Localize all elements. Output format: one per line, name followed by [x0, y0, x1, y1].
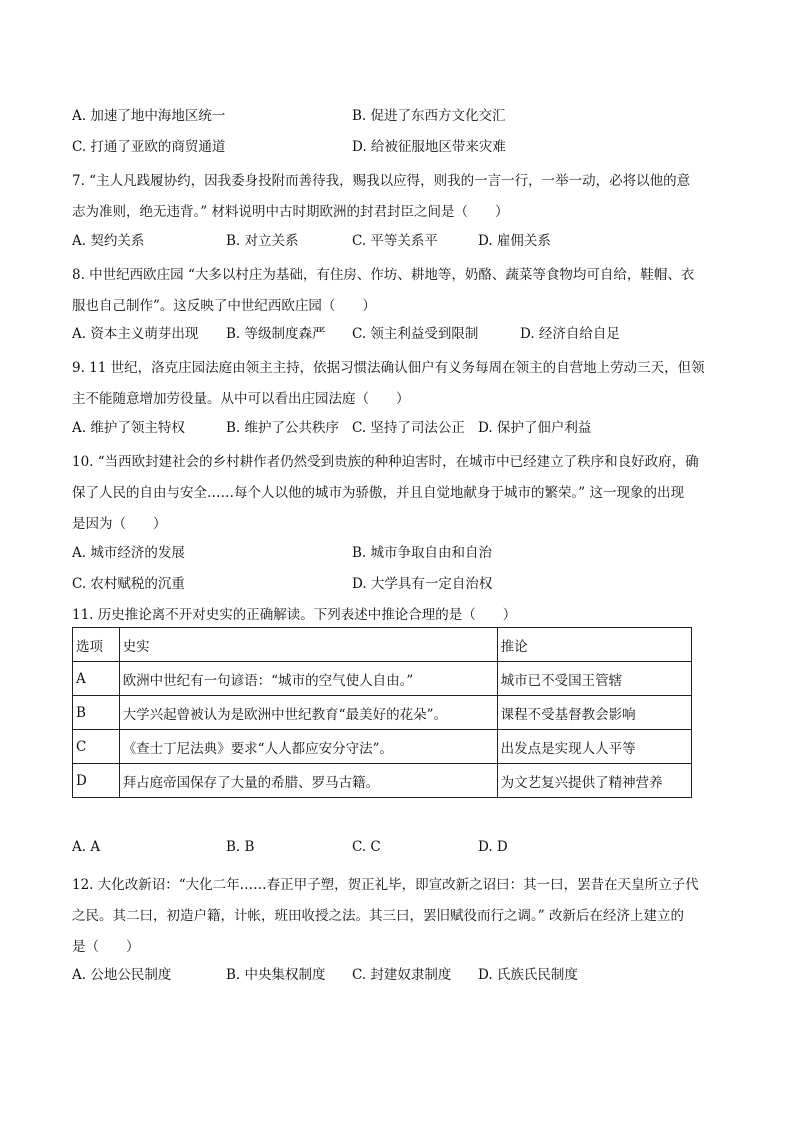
- q9-stem: [72, 353, 722, 415]
- q6-option-d: D. 给被征服地区带来灾难: [352, 139, 506, 155]
- table-cell-inference: 课程不受基督教会影响: [497, 696, 691, 730]
- q8-line-1: 8. 中世纪西欧庄园 “大多以村庄为基础，有住房、作坊、耕地等，奶酪、蔬菜等食物均可自给，鞋帽、衣: [72, 267, 695, 283]
- q10-option-b: B. 城市争取自由和自治: [352, 545, 493, 561]
- q7-line-1: 7. “主人凡践履协约，因我委身投附而善待我，赐我以应得，则我的一言一行，一举一动，必将以他的意: [72, 173, 691, 189]
- table-header-inference: 推论: [497, 628, 691, 662]
- q12-line-2: 之民。其二曰，初造户籍，计帐，班田收授之法。其三曰，罢旧赋役而行之调。” 改新后在经济上建立的: [72, 908, 684, 924]
- q8-option-b: B. 等级制度森严: [226, 326, 326, 342]
- q10-option-d: D. 大学具有一定自治权: [352, 576, 493, 592]
- q10-option-a: A. 城市经济的发展: [72, 545, 185, 561]
- q12-line-1: 12. 大化改新诏：“大化二年……春正甲子塑，贺正礼毕，即宣改新之诏曰：其一曰，罢昔在天皇所立子代: [72, 877, 699, 893]
- table-cell-option: D: [73, 764, 120, 798]
- table-header-row: [73, 628, 692, 662]
- q8-option-c: C. 领主利益受到限制: [352, 326, 479, 342]
- q10-line-1: 10. “当西欧封建社会的乡村耕作者仍然受到贵族的种种迫害时，在城市中已经建立了秩序和良好政府，确: [72, 454, 699, 470]
- table-cell-option: C: [73, 730, 120, 764]
- q11-table: [72, 627, 692, 798]
- q9-option-a: A. 维护了领主特权: [72, 420, 185, 436]
- q11-option-d: D. D: [478, 839, 508, 855]
- q9-line-1: 9. 11 世纪，洛克庄园法庭由领主主持，依据习惯法确认佃户有义务每周在领主的自营地上劳动三天，但领: [72, 360, 705, 376]
- q12-option-d: D. 氏族氏民制度: [478, 967, 578, 983]
- q7-option-c: C. 平等关系平: [352, 233, 438, 249]
- q11-option-b: B. B: [226, 839, 255, 855]
- table-row: [73, 730, 692, 764]
- table-cell-inference: 城市已不受国王管辖: [497, 662, 691, 696]
- q7-line-2: 志为准则，绝无违背。” 材料说明中古时期欧洲的封君封臣之间是（ ）: [72, 204, 509, 220]
- q7-stem: [72, 166, 722, 228]
- table-header-option: 选项: [73, 628, 120, 662]
- q6-option-b: B. 促进了东西方文化交汇: [352, 108, 506, 124]
- q7-option-b: B. 对立关系: [226, 233, 299, 249]
- table-cell-option: B: [73, 696, 120, 730]
- q7-option-a: A. 契约关系: [72, 233, 145, 249]
- q12-line-3: 是（ ）: [72, 939, 140, 955]
- q12-option-b: B. 中央集权制度: [226, 967, 326, 983]
- q8-line-2: 服也自己制作”。这反映了中世纪西欧庄园（ ）: [72, 298, 376, 314]
- q7-option-d: D. 雇佣关系: [478, 233, 551, 249]
- q12-option-c: C. 封建奴隶制度: [352, 967, 452, 983]
- q9-line-2: 主不能随意增加劳役量。从中可以看出庄园法庭（ ）: [72, 391, 410, 407]
- q12-stem: [72, 870, 722, 963]
- table-cell-fact: 大学兴起曾被认为是欧洲中世纪教育“最美好的花朵”。: [119, 696, 497, 730]
- q10-line-2: 保了人民的自由与安全……每个人以他的城市为骄傲，并且自觉地献身于城市的繁荣。” 这一现象的出现: [72, 485, 684, 501]
- q10-option-c: C. 农村赋税的沉重: [72, 576, 185, 592]
- table-cell-option: A: [73, 662, 120, 696]
- table-row: [73, 696, 692, 730]
- q9-option-d: D. 保护了佃户利益: [478, 420, 592, 436]
- table-header-fact: 史实: [119, 628, 497, 662]
- q11-option-a: A. A: [72, 839, 101, 855]
- table-cell-inference: 为文艺复兴提供了精神营养: [497, 764, 691, 798]
- q11-option-c: C. C: [352, 839, 381, 855]
- table-cell-inference: 出发点是实现人人平等: [497, 730, 691, 764]
- q9-option-b: B. 维护了公共秩序: [226, 420, 340, 436]
- table-row: [73, 662, 692, 696]
- q8-stem: [72, 260, 722, 322]
- table-cell-fact: 欧洲中世纪有一句谚语：“城市的空气使人自由。”: [119, 662, 497, 696]
- q8-option-a: A. 资本主义萌芽出现: [72, 326, 199, 342]
- table-cell-fact: 拜占庭帝国保存了大量的希腊、罗马古籍。: [119, 764, 497, 798]
- table-row: [73, 764, 692, 798]
- q12-option-a: A. 公地公民制度: [72, 967, 172, 983]
- q6-option-c: C. 打通了亚欧的商贸通道: [72, 139, 226, 155]
- table-cell-fact: 《查士丁尼法典》要求“人人都应安分守法”。: [119, 730, 497, 764]
- q10-line-3: 是因为（ ）: [72, 516, 167, 532]
- q11-stem: 11. 历史推论离不开对史实的正确解读。下列表述中推论合理的是（ ）: [72, 607, 517, 623]
- q8-option-d: D. 经济自给自足: [520, 326, 620, 342]
- q10-stem: [72, 447, 722, 540]
- q9-option-c: C. 坚持了司法公正: [352, 420, 465, 436]
- q6-option-a: A. 加速了地中海地区统一: [72, 108, 226, 124]
